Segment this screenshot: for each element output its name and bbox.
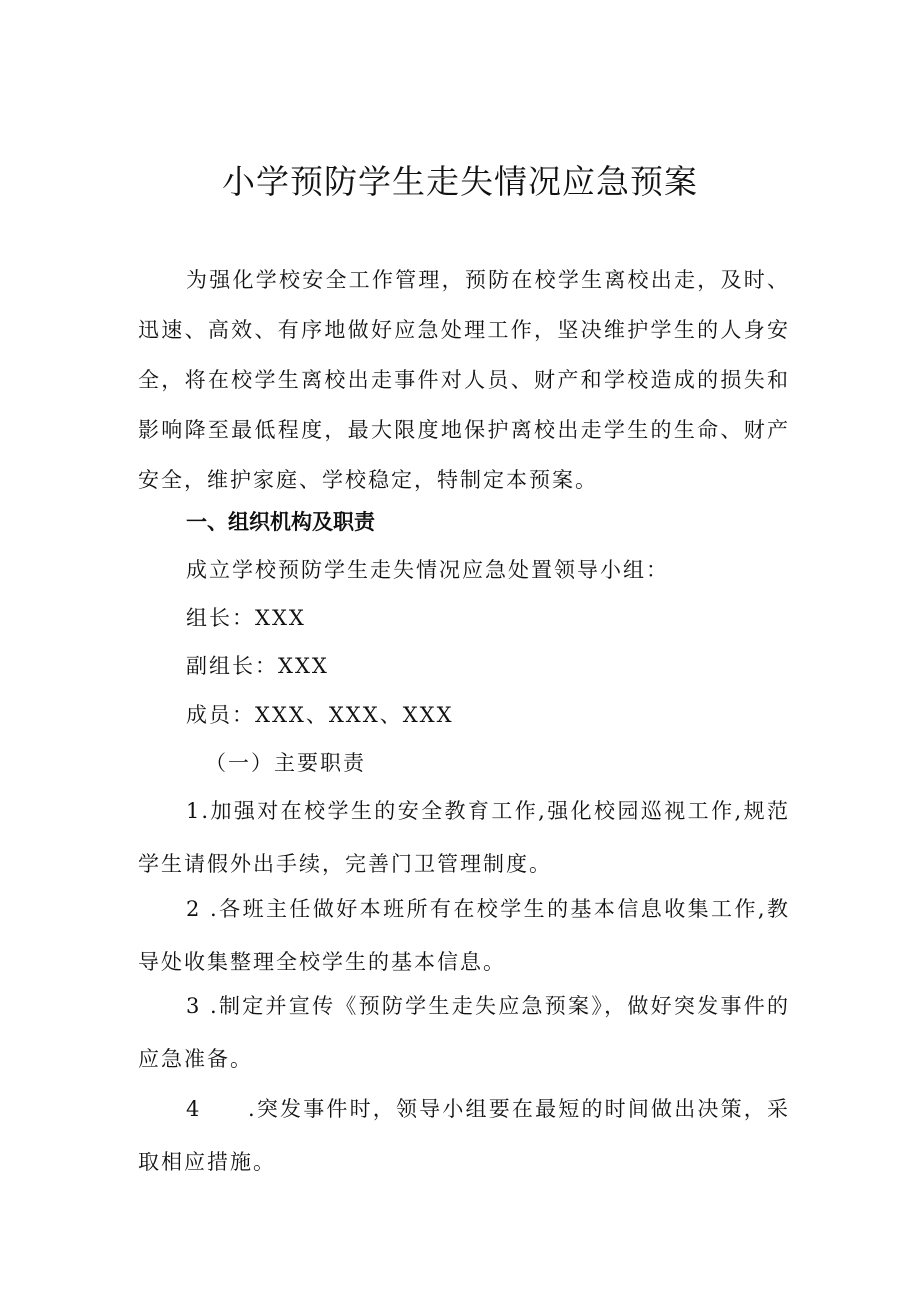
duty-item-text: 加强对在校学生的安全教育工作,强化校园巡视工作,规范学生请假外出手续，完善门卫管理制度。	[138, 799, 790, 876]
duty-item-number: 2 .	[186, 897, 219, 921]
duty-item-text: .突发事件时，领导小组要在最短的时间做出决策，采取相应措施。	[138, 1097, 790, 1174]
duty-item-number: 1.	[186, 799, 211, 823]
document-title: 小学预防学生走失情况应急预案	[222, 162, 698, 201]
duty-item-number: 4	[186, 1097, 202, 1121]
duty-item-3	[138, 980, 790, 1086]
duty-item-number: 3 .	[186, 994, 219, 1018]
duty-item-text: 制定并宣传《预防学生走失应急预案》，做好突发事件的应急准备。	[138, 994, 790, 1071]
section-heading: 一、组织机构及职责	[186, 510, 375, 534]
duty-item-2	[138, 883, 790, 989]
intro-paragraph: 为强化学校安全工作管理，预防在校学生离校出走，及时、迅速、高效、有序地做好应急处理工作，坚决维护学生的人身安全，将在校学生离校出走事件对人员、财产和学校造成的损失和影响降至最低程度，最大限度地保护离校出走学生的生命、财产安全，维护家庭、学校稳定，特制定本预案。	[138, 268, 790, 492]
duty-item-4	[138, 1083, 790, 1189]
leader-line: 组长：XXX	[186, 606, 306, 630]
subsection-heading: （一）主要职责	[205, 751, 366, 775]
members-line: 成员：XXX、XXX、XXX	[186, 703, 454, 727]
establish-line: 成立学校预防学生走失情况应急处置领导小组：	[186, 558, 669, 582]
duty-item-text: 各班主任做好本班所有在校学生的基本信息收集工作,教导处收集整理全校学生的基本信息。	[138, 897, 790, 974]
duty-item-1	[138, 785, 790, 891]
deputy-line: 副组长：XXX	[186, 654, 329, 678]
